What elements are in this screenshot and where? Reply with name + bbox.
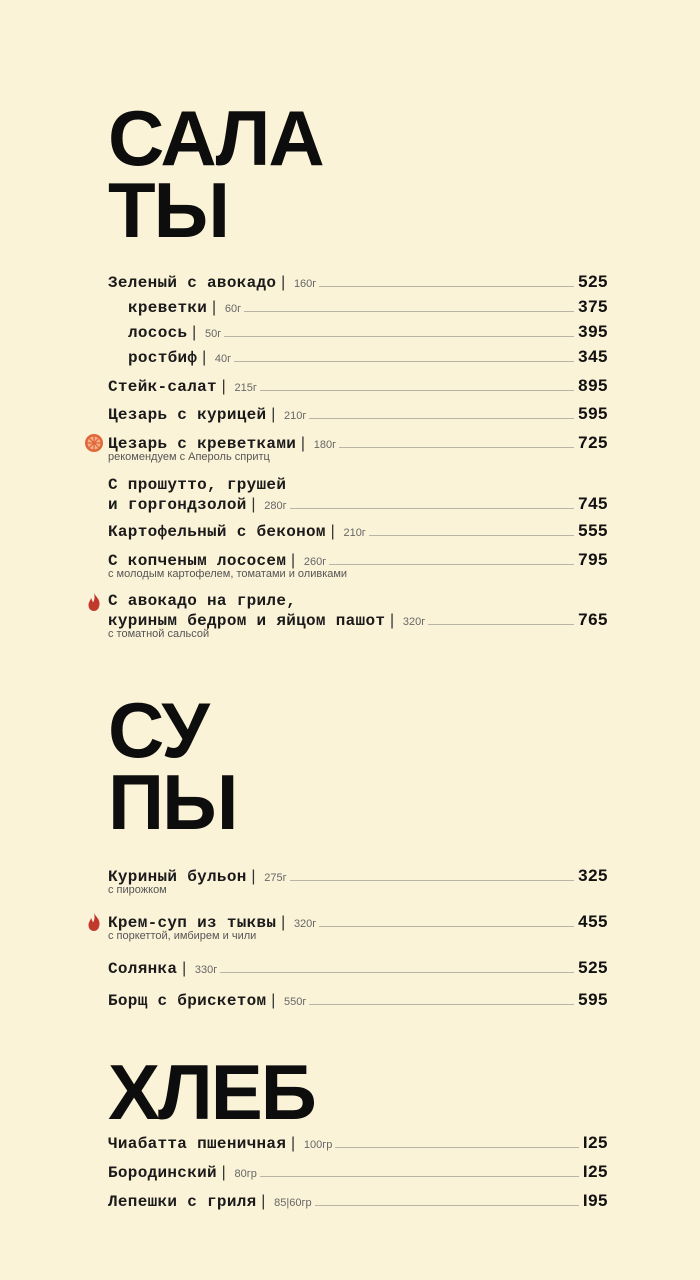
item-price: 725 xyxy=(578,433,608,452)
menu-item: Зеленый с авокадо | 160г 525 xyxy=(108,272,608,292)
section-title-line: САЛА xyxy=(108,94,323,182)
leader-line xyxy=(319,286,574,287)
leader-line xyxy=(319,926,574,927)
item-price: 795 xyxy=(578,550,608,569)
fire-icon xyxy=(84,592,104,612)
item-name: Цезарь с креветками xyxy=(108,435,297,453)
item-price: 345 xyxy=(578,347,608,366)
item-name-line2: куриным бедром и яйцом пашот xyxy=(108,612,386,630)
item-price: 325 xyxy=(578,866,608,885)
item-name: Лепешки с гриля xyxy=(108,1193,257,1211)
item-name: Бородинский xyxy=(108,1164,217,1182)
item-name-line1: С авокадо на гриле, xyxy=(108,592,297,610)
item-price: 525 xyxy=(578,958,608,977)
item-name: Крем-суп из тыквы xyxy=(108,914,277,932)
item-weight: 85|60гр xyxy=(274,1197,312,1209)
leader-line xyxy=(234,361,574,362)
item-weight: 215г xyxy=(234,382,257,394)
leader-line xyxy=(339,447,574,448)
item-weight: 210г xyxy=(343,527,366,539)
item-price: 395 xyxy=(578,322,608,341)
leader-line xyxy=(309,418,574,419)
section-title-line: ПЫ xyxy=(108,758,237,846)
leader-line xyxy=(335,1147,579,1148)
item-weight: 210г xyxy=(284,410,307,422)
menu-item: Стейк-салат | 215г 895 xyxy=(108,376,608,396)
section-title-bread xyxy=(108,1048,315,1136)
item-price: 555 xyxy=(578,521,608,540)
item-name: С копченым лососем xyxy=(108,552,287,570)
item-note: с томатной сальсой xyxy=(108,628,210,640)
item-weight: 280г xyxy=(264,500,287,512)
item-weight: 80гр xyxy=(234,1168,257,1180)
menu-item: Бородинский | 80гр I25 xyxy=(108,1162,608,1182)
menu-item: Картофельный с беконом | 210г 555 xyxy=(108,521,608,541)
leader-line xyxy=(309,1004,574,1005)
leader-line xyxy=(220,972,574,973)
item-name: Цезарь с курицей xyxy=(108,406,267,424)
section-title-salads xyxy=(108,94,323,254)
section-title-soups xyxy=(108,686,237,846)
item-name: Солянка xyxy=(108,960,178,978)
item-price: I25 xyxy=(582,1162,608,1181)
item-weight: 100гр xyxy=(303,1139,333,1151)
leader-line xyxy=(224,336,574,337)
item-weight: 320г xyxy=(402,616,426,628)
section-title-line: ХЛЕБ xyxy=(108,1048,315,1136)
item-price: 765 xyxy=(578,610,608,629)
leader-line xyxy=(290,880,575,881)
menu-item: ростбиф | 40г 345 xyxy=(128,347,608,367)
menu-item: лосось | 50г 395 xyxy=(128,322,608,342)
item-name-line2: и горгондзолой xyxy=(108,496,247,514)
leader-line xyxy=(244,311,574,312)
menu-item: Борщ с брискетом | 550г 595 xyxy=(108,990,608,1010)
item-name: Чиабатта пшеничная xyxy=(108,1135,287,1153)
menu-item: С копченым лососем | 260г 795 с молодым картофелем, томатами и оливками xyxy=(108,550,608,580)
item-price: 525 xyxy=(578,272,608,291)
item-price: I25 xyxy=(582,1133,608,1152)
leader-line xyxy=(315,1205,579,1206)
item-price: 595 xyxy=(578,404,608,423)
leader-line xyxy=(260,1176,579,1177)
item-name: лосось xyxy=(128,324,188,342)
leader-line xyxy=(369,535,574,536)
menu-item: креветки | 60г 375 xyxy=(128,297,608,317)
menu-item: Крем-суп из тыквы | 320г 455 с поркеттой, имбирем и чили xyxy=(108,912,608,942)
item-price: 595 xyxy=(578,990,608,1009)
item-weight: 60г xyxy=(224,303,242,315)
item-weight: 180г xyxy=(313,439,337,451)
item-name: Зеленый с авокадо xyxy=(108,274,277,292)
menu-item: Чиабатта пшеничная | 100гр I25 xyxy=(108,1133,608,1153)
item-note: с поркеттой, имбирем и чили xyxy=(108,930,257,942)
section-title-line: СУ xyxy=(108,686,208,774)
menu-item: Лепешки с гриля | 85|60гр I95 xyxy=(108,1191,608,1211)
leader-line xyxy=(329,564,574,565)
item-name: Стейк-салат xyxy=(108,378,217,396)
leader-line xyxy=(428,624,574,625)
item-weight: 550г xyxy=(284,996,307,1008)
item-price: 745 xyxy=(578,494,608,513)
item-price: 455 xyxy=(578,912,608,931)
section-title-line: ТЫ xyxy=(108,166,229,254)
item-price: 375 xyxy=(578,297,608,316)
item-note: рекомендуем с Апероль спритц xyxy=(108,451,270,463)
item-weight: 160г xyxy=(293,278,317,290)
item-name: креветки xyxy=(128,299,208,317)
item-weight: 320г xyxy=(293,918,317,930)
item-note: с молодым картофелем, томатами и оливками xyxy=(108,568,348,580)
fire-icon xyxy=(84,912,104,932)
item-name: ростбиф xyxy=(128,349,198,367)
item-weight: 275г xyxy=(264,872,287,884)
item-note: с пирожком xyxy=(108,884,167,896)
item-price: 895 xyxy=(578,376,608,395)
item-name: Борщ с брискетом xyxy=(108,992,267,1010)
menu-item: Куриный бульон | 275г 325 с пирожком xyxy=(108,866,608,896)
leader-line xyxy=(290,508,575,509)
leader-line xyxy=(260,390,574,391)
menu-item: Цезарь с креветками | 180г 725 рекомендуем с Апероль спритц xyxy=(108,433,608,463)
item-weight: 40г xyxy=(214,353,232,365)
menu-item: Цезарь с курицей | 210г 595 xyxy=(108,404,608,424)
item-weight: 260г xyxy=(303,556,327,568)
item-name-line1: С прошутто, грушей xyxy=(108,476,287,494)
menu-item: Солянка | 330г 525 xyxy=(108,958,608,978)
menu-item: С авокадо на гриле, куриным бедром и яйцом пашот | 320г 765 с томатной сальсой xyxy=(108,592,608,640)
menu-item: С прошутто, грушей и горгондзолой | 280г 745 xyxy=(108,476,608,514)
item-name: Картофельный с беконом xyxy=(108,523,326,541)
item-weight: 330г xyxy=(194,964,218,976)
item-price: I95 xyxy=(582,1191,608,1210)
orange-slice-icon xyxy=(84,433,104,453)
item-name: Куриный бульон xyxy=(108,868,247,886)
item-weight: 50г xyxy=(205,328,222,340)
